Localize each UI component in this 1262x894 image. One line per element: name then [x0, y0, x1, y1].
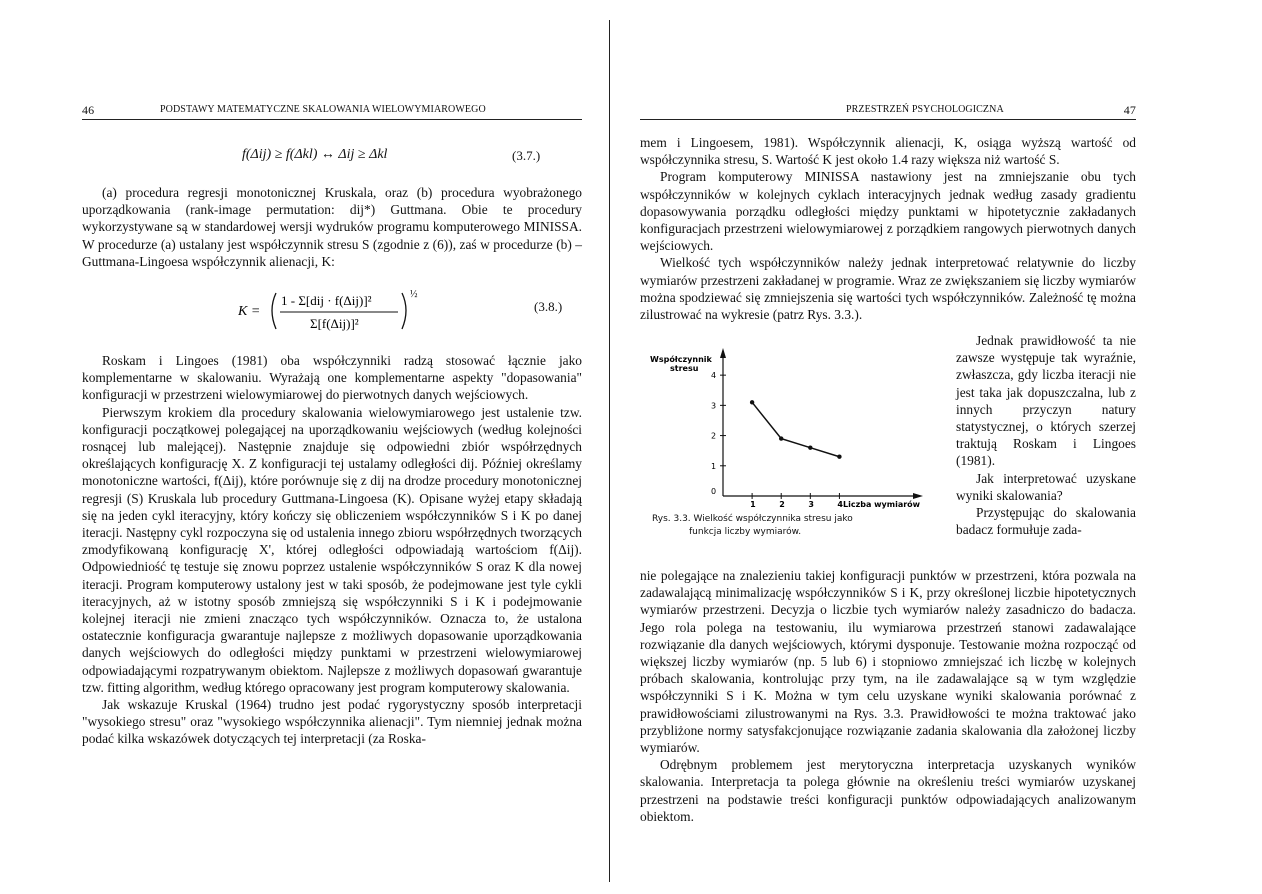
- y-ticks: [711, 371, 726, 496]
- y-tick-label: 1: [711, 461, 717, 471]
- data-points: [750, 400, 842, 459]
- equation-denominator: Σ[f(Δij)]²: [310, 316, 359, 331]
- y-axis-arrow: [720, 348, 726, 358]
- x-axis-arrow: [913, 493, 923, 499]
- y-tick-label: 4: [711, 371, 717, 381]
- equation-3-8: [238, 285, 438, 335]
- paragraph-text: mem i Lingoesem, 1981). Współczynnik alienacji, K, osiąga wyższą wartość od współczynnika stresu, S. Wartość K jest około 1.4 razy większa niż wartość S.: [640, 135, 1136, 168]
- x-tick-label: 2: [779, 500, 785, 509]
- left-body-text: [82, 352, 582, 748]
- y-tick-label: 3: [711, 401, 717, 411]
- paragraph-text: Roskam i Lingoes (1981) oba współczynniki radzą stosować łącznie jako komplementarne w skalowaniu. Wyrażają one komplementarne aspekty "dopasowania" konfiguracji w przestrzeni wielowymiarowej do pierwotnych danych wejściowych.: [82, 353, 582, 403]
- x-tick-label: 3: [808, 500, 814, 509]
- stress-chart: [648, 340, 938, 540]
- right-body-text-top: [640, 134, 1136, 323]
- left-page-header: [82, 103, 582, 120]
- x-tick-label: 1: [750, 500, 756, 509]
- page-number: 46: [82, 103, 95, 117]
- equation-lhs: K =: [238, 304, 261, 319]
- x-tick-label: 4: [837, 500, 843, 509]
- y-axis-label-line2: stresu: [670, 364, 699, 373]
- y-tick-label: 0: [711, 487, 717, 496]
- data-point: [750, 400, 754, 404]
- running-head: PODSTAWY MATEMATYCZNE SKALOWANIA WIELOWYMIAROWEGO: [160, 104, 486, 115]
- paragraph-text: Jak interpretować uzyskane wyniki skalowania?: [956, 470, 1136, 503]
- page-gutter-divider: [609, 20, 610, 882]
- data-point: [779, 436, 783, 440]
- paragraph-text: (a) procedura regresji monotonicznej Kruskala, oraz (b) procedura wyobrażonego uporządkowania (rank-image permutation: dij*) Guttmana. Obie te procedury wykorzystywane są w standardowej wersji wydruków programu komputerowego MINISSA. W procedurze (a) ustalany jest współczynnik stresu S (zgodnie z (6)), zaś w procedurze (b) – Guttmana-Lingoesa współczynnik alienacji, K:: [82, 185, 582, 269]
- page-number: 47: [1123, 103, 1136, 117]
- paragraph-text: Odrębnym problemem jest merytoryczna interpretacja uzyskanych wyników skalowania. Interpretacja ta polega głównie na określeniu treści wymiarów uzyskanej przestrzeni na podstawie treści konfiguracji punktów odpowiadających analizowanym obiektom.: [640, 757, 1136, 824]
- right-body-text-bottom: [640, 567, 1136, 825]
- x-axis-label: Liczba wymiarów: [843, 500, 921, 509]
- right-page-header: [640, 103, 1136, 120]
- stress-series-line: [752, 402, 839, 456]
- side-text-column: [956, 332, 1136, 538]
- paragraph-text: Program komputerowy MINISSA nastawiony jest na zmniejszanie obu tych współczynników w kolejnych cyklach interacyjnych jednak według zasady gradientu dopasowywania porządku odległości między punktami w hipotetycznie zakładanych konfiguracjach przestrzeni wielowymiarowej z porządkiem rangowych pierwotnych danych wejściowych.: [640, 169, 1136, 254]
- equation-numerator: 1 - Σ[dij · f(Δij)]²: [281, 293, 372, 308]
- equation-number: (3.8.): [534, 299, 563, 314]
- paragraph-text: Jednak prawidłowość ta nie zawsze występuje tak wyraźnie, zwłaszcza, gdy liczba iteracji nie jest taka jak dopuszczalna, lub z innych przyczyn natury statystycznej, o których szerzej traktują Roskam i Lingoes (1981).: [956, 333, 1136, 469]
- paragraph-text: Pierwszym krokiem dla procedury skalowania wielowymiarowego jest ustalenie tzw. konfiguracji początkowej polegającej na uporządkowaniu wejściowych (według kolejności rosnącej lub malejącej). Następnie znajduje się odpowiedni zbiór współrzędnych określających konfigurację X. Z konfiguracji tej ustalamy odległości dij. Później określamy monotoniczne wartości, f(Δij), które porównuje się z dij na drodze procedury monotonicznej regresji (S) Kruskala lub procedury Guttmana-Lingoesa (K). Opisane wyżej etapy składają się na jeden cykl iteracyjny, który kończy się obliczeniem współczynników S i K po danej iteracji. Następny cykl rozpoczyna się od ustalenia innego zbioru współrzędnych tworzących zmodyfikowaną konfigurację X', której odległości odpowiadają wartościom f(Δij). Odpowiedniość tę testuje się znowu poprzez ustalenie współczynników S oraz K dla nowej iteracji. Program komputerowy ustalony jest w taki sposób, że podejmowane jest tyle cykli iteracyjnych, aż w istotny sposób zmniejszą się współczynniki S i K i podejmowanie kolejnej iteracji nie zmieni znacząco tych współczynników. Oznacza to, że ustalona ostatecznie konfiguracja gwarantuje najlepsze z możliwych dopasowanie uporządkowania danych wejściowych do odległości między punktami w przestrzeni wielowymiarowej odpowiadającymi rozpatrywanym obiektom. Najlepsze z możliwych dopasowań gwarantuje tzw. fitting algorithm, według którego opracowany jest program komputerowy skalowania.: [82, 404, 582, 695]
- data-point: [837, 455, 841, 459]
- equation-3-7: f(Δij) ≥ f(Δkl) ↔ Δij ≥ Δkl: [242, 147, 388, 162]
- data-point: [808, 445, 812, 449]
- paragraph: [82, 184, 582, 270]
- y-tick-label: 2: [711, 431, 717, 441]
- paragraph-text: nie polegające na znalezieniu takiej konfiguracji punktów w przestrzeni, która pozwala na zadawalającą minimalizację współczynników S i K, przy określonej liczbie hipotetycznych wymiarów przestrzeni. Decyzja o liczbie tych wymiarów należy zasadniczo do badacza. Jego rola polega na testowaniu, ilu wymiarowa przestrzeń stanowi zadawalające rozwiązanie dla danych wejściowych, którymi dysponuje. Testowanie można rozpocząć od większej liczby wymiarów (np. 5 lub 6) i stopniowo zmniejszać ich liczbę w kolejnych próbach skalowania, kontrolując przy tym, na ile zadawalające są w tym względzie współczynniki S i K. Można w tym celu uzyskane wyniki skalowania porównać z prawidłowościami zilustrowanymi na Rys. 3.3. Prawidłowości te można traktować jako przybliżone normy satysfakcjonujące rozwiązanie zadania skalowania dla założonej liczby wymiarów.: [640, 568, 1136, 756]
- running-head: PRZESTRZEŃ PSYCHOLOGICZNA: [846, 104, 1004, 115]
- y-axis-label-line1: Współczynnik: [650, 355, 712, 364]
- paragraph-text: Jak wskazuje Kruskal (1964) trudno jest podać rygorystyczny sposób interpretacji "wysokiego stresu" oraz "wysokiego współczynnika alienacji". Tym niemniej jednak można podać kilka wskazówek dotyczących tej interpretacji (za Roska-: [82, 697, 582, 747]
- paragraph-text: Przystępując do skalowania badacz formułuje zada-: [956, 505, 1136, 538]
- caption-line: funkcja liczby wymiarów.: [689, 527, 802, 537]
- equation-exponent: ½: [410, 289, 418, 300]
- equation-number: (3.7.): [512, 148, 541, 163]
- figure-caption: [652, 513, 922, 539]
- caption-line: Rys. 3.3. Wielkość współczynnika stresu jako: [652, 514, 853, 524]
- paragraph-text: Wielkość tych współczynników należy jednak interpretować relatywnie do liczby wymiarów przestrzeni zakładanej w programie. Wraz ze zwiększaniem się liczby wymiarów można spodziewać się zmniejszenia się wartości tych współczynników. Zależność tę można zilustrować na wykresie (patrz Rys. 3.3.).: [640, 255, 1136, 323]
